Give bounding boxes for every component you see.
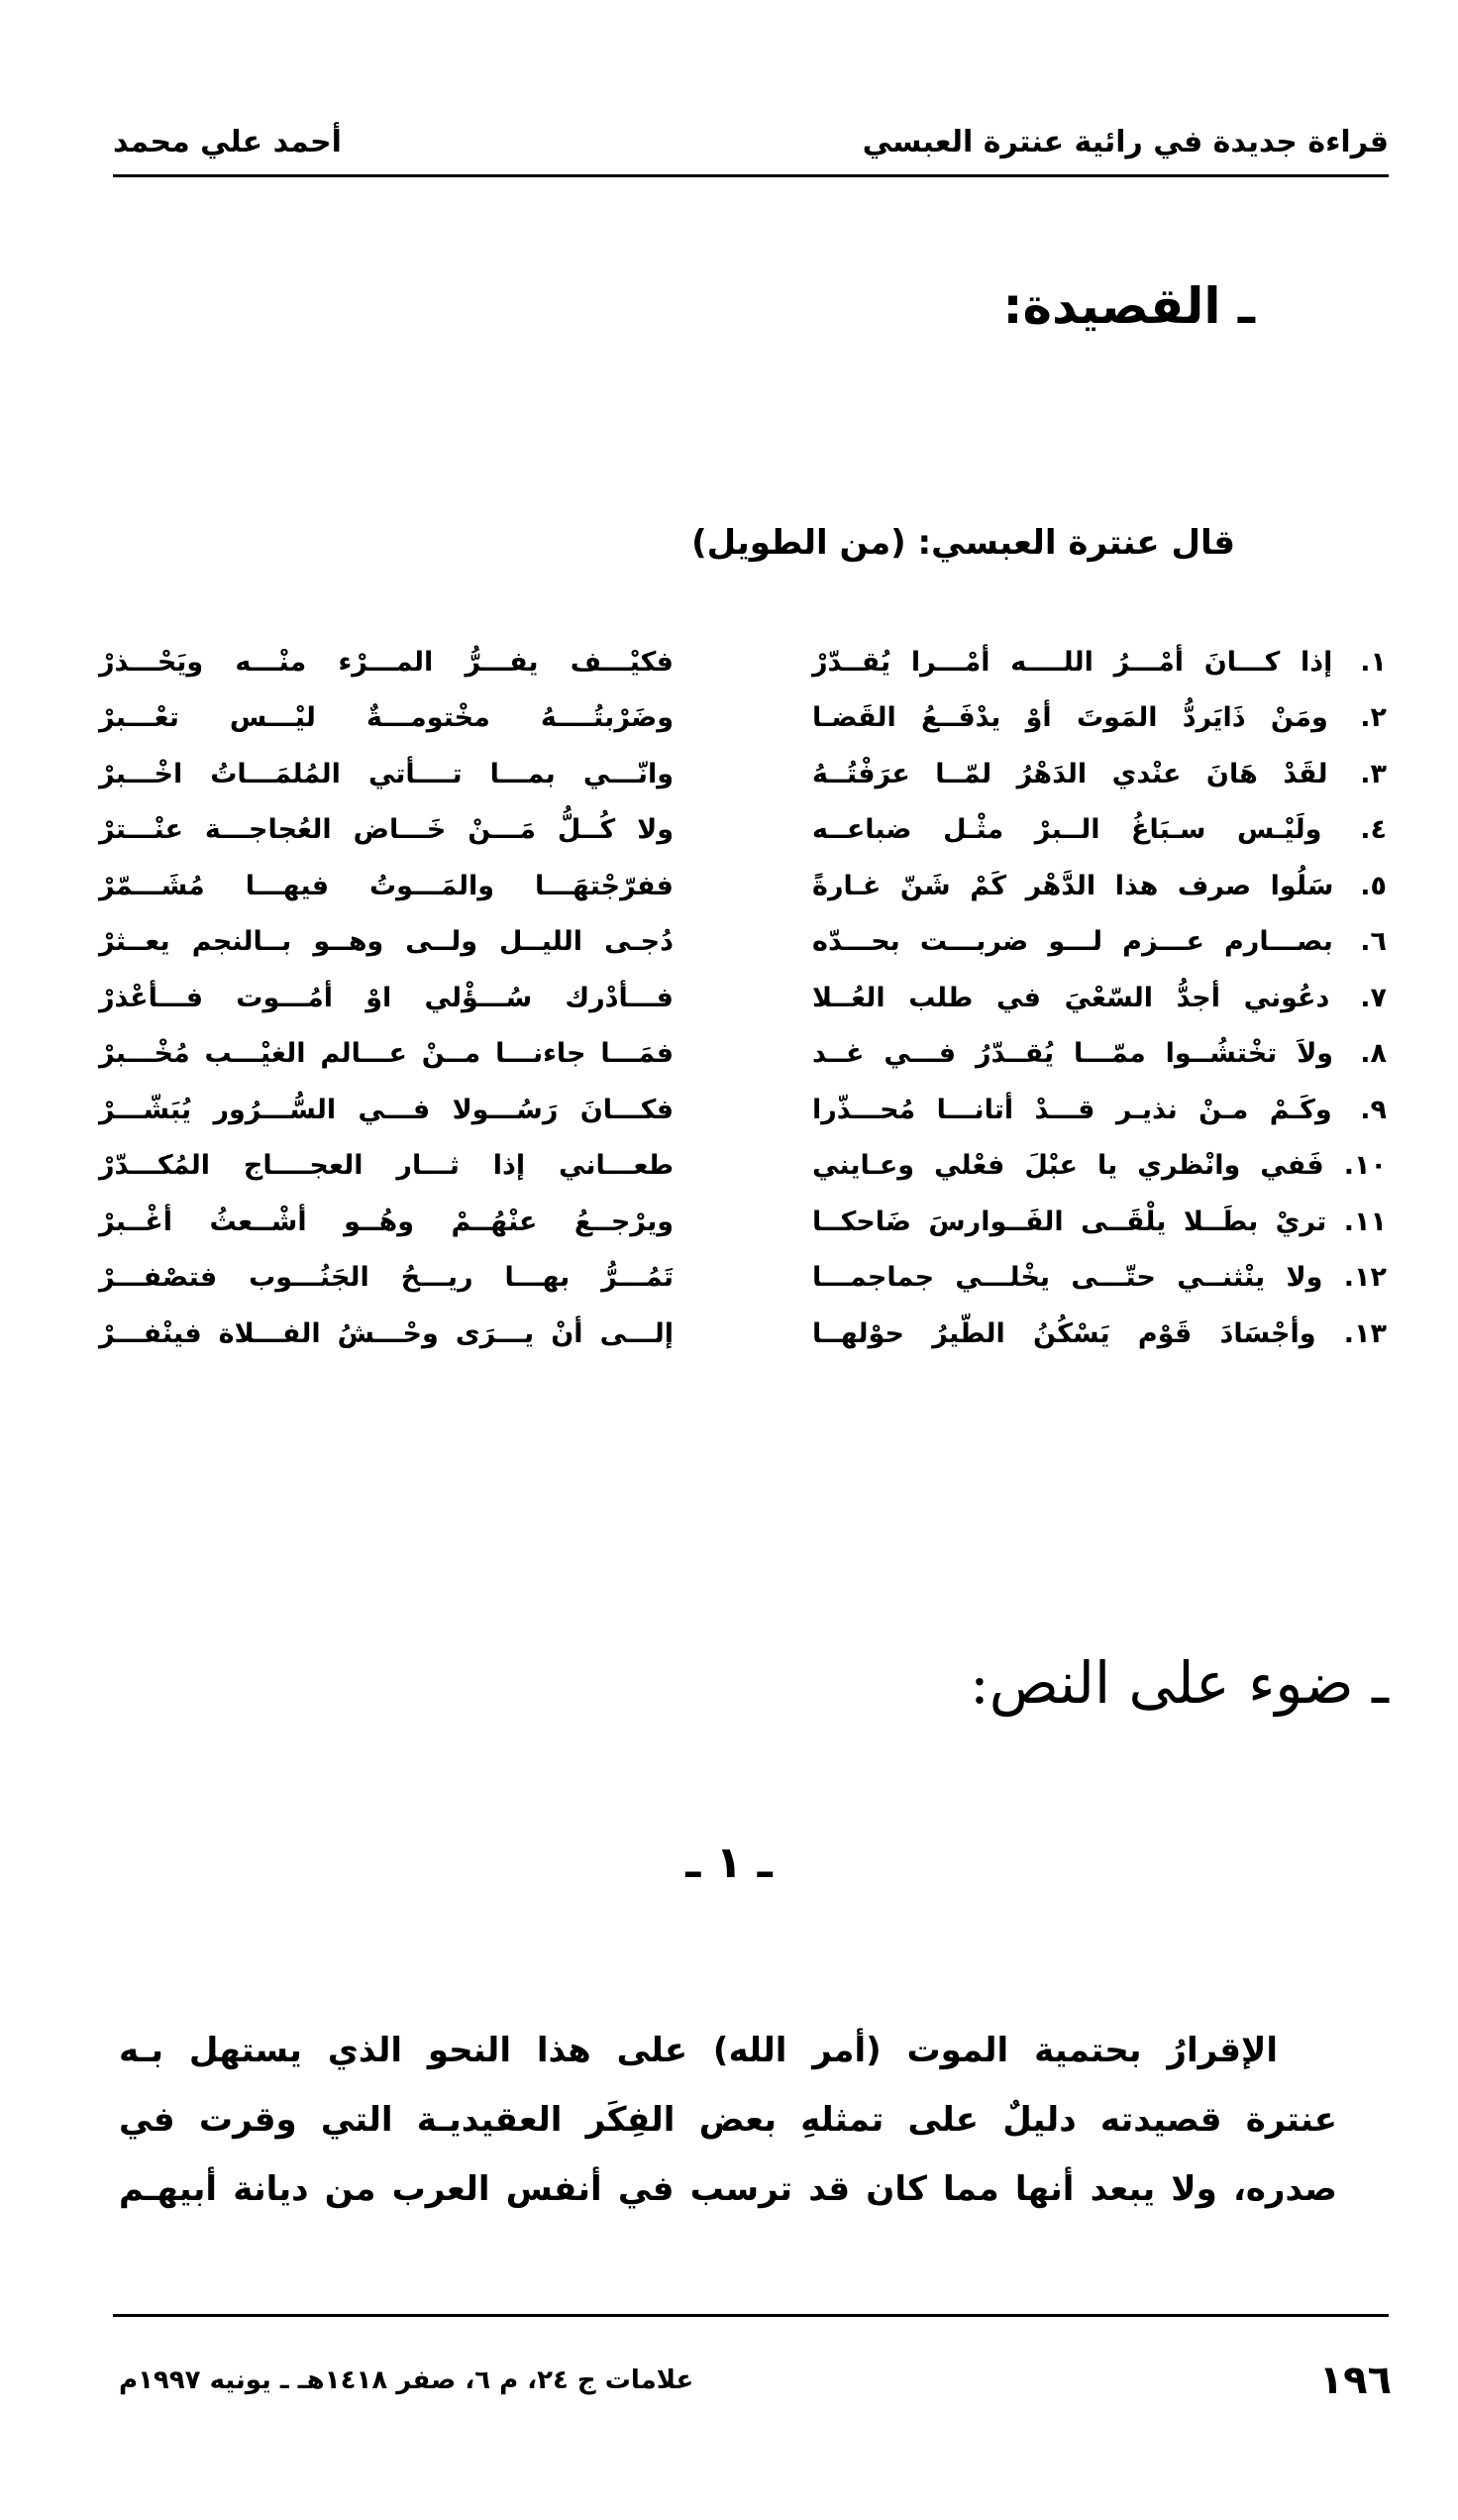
running-header xyxy=(113,117,1389,166)
verse-first-hemistich: ١. إذا كـــانَ أمْـــرُ اللــــه أمْـــرا يُقــدّرْ xyxy=(812,646,1387,678)
author-name: أحمد علي محمد xyxy=(113,124,342,159)
verse-second-hemistich: إلـــى أنْ يـــرَى وحْـــشُ الفـــلاة فينْفـــرْ xyxy=(99,1317,674,1349)
verse xyxy=(99,858,1387,914)
verse-first-hemistich: ١١. تريْ بطَــلا يلْقَــى الفَــوارسَ ضَاحكــا xyxy=(812,1206,1387,1237)
verse-first-hemistich: ٤. ولَيْـس سـبَاغُ الــبرْ مثْـل ضباعــه xyxy=(812,814,1387,846)
verse-second-hemistich: وضَرْبتُــــهُ مخْتومـــةٌ ليْـــس تعْـــبرْ xyxy=(99,702,674,734)
verse-first-hemistich: ١٠. فَفي وانْظري يا عبْلَ فعْلي وعـايني xyxy=(812,1150,1387,1182)
verse-first-hemistich: ١٢. ولا ينْثنــي حتّـــى يخْلـــي جماجمـــا xyxy=(812,1262,1387,1294)
page-number: ١٩٦ xyxy=(1318,2358,1392,2403)
verse xyxy=(99,746,1387,802)
verse-number: ١. xyxy=(1360,646,1387,678)
verse-number: ٢. xyxy=(1360,702,1387,734)
verse xyxy=(99,1026,1387,1083)
verse-first-hemistich: ٢. ومَنْ ذَايَردُّ المَوتَ أوْ يدْفَــعُ القَضـا xyxy=(812,702,1387,734)
verse-second-hemistich: وانّـــي بمـــا تــــأتي المُلمَـــاتُ اخْـــبرْ xyxy=(99,758,674,789)
verse xyxy=(99,1194,1387,1250)
paragraph-line: صدره، ولا يبعد أنها مما كان قد ترسب في أنفس العرب من ديانة أبيهـم xyxy=(119,2169,1337,2209)
verse-number: ١٠. xyxy=(1343,1150,1387,1182)
verse xyxy=(99,1138,1387,1195)
paragraph-line: الإقرارُ بحتمية الموت (أمر الله) على هذا النحو الذي يستهل بـه xyxy=(119,2031,1278,2070)
article-title: قراءة جديدة في رائية عنترة العبسي xyxy=(862,124,1389,159)
paragraph-line: عنترة قصيدته دليلٌ على تمثلهِ بعض الفِكَر العقيديـة التي وقرت في xyxy=(119,2100,1337,2140)
subsection-marker: ـ ١ ـ xyxy=(685,1838,773,1888)
verse xyxy=(99,970,1387,1026)
verse-second-hemistich: فكيْـــف يفـــرُّ المـــرْء منْـــه ويَحْـــذرْ xyxy=(99,646,674,678)
verse-first-hemistich: ٥. سَلُوا صرف هذا الدَّهْر كَمْ شَنّ غـارةً xyxy=(812,870,1387,901)
verse-number: ١٢. xyxy=(1343,1262,1387,1294)
verse xyxy=(99,1250,1387,1307)
footer-divider xyxy=(113,2314,1389,2317)
poem-verses xyxy=(99,634,1387,1362)
header-divider xyxy=(113,174,1389,177)
verse xyxy=(99,914,1387,971)
verse-second-hemistich: فـــأدْرك سُـــؤْلي اوْ أمُـــوت فـــأعْذرْ xyxy=(99,982,674,1013)
verse-second-hemistich: ويرْجــعُ عنْهُــمْ وهُــو أشْــعثُ أغْــبرْ xyxy=(99,1206,674,1237)
verse-number: ٧. xyxy=(1360,982,1387,1013)
verse-first-hemistich: ١٣. وأجْسَادَ قَوْم يَسْكُنُ الطّيرُ حوْلهــا xyxy=(812,1317,1387,1349)
verse-first-hemistich: ٣. لقَدْ هَانَ عنْدي الدَهْرُ لمّــا عرَفْتُــهُ xyxy=(812,758,1387,789)
poem-intro: قال عنترة العبسي: (من الطويل) xyxy=(691,523,1235,563)
section-heading-commentary: ـ ضوء على النص: xyxy=(970,1649,1389,1717)
verse-number: ١٣. xyxy=(1343,1317,1387,1349)
page-footer xyxy=(119,2358,1392,2403)
verse-number: ٤. xyxy=(1360,814,1387,846)
verse xyxy=(99,1306,1387,1362)
verse-second-hemistich: تَمُـــرُّ بهـــا ريـــحُ الجَنُـــوب فتصْفـــرْ xyxy=(99,1262,674,1294)
verse-first-hemistich: ٧. دعُوني أجدُّ السّعْيَ في طلب العُــلا xyxy=(812,982,1387,1013)
verse-first-hemistich: ٦. بصـــارم عـــزم لـــو ضربـــت بحـــدّه xyxy=(812,926,1387,958)
verse-first-hemistich: ٩. وكَـمْ مـنْ نذيـر قـــدْ أتانـــا مُحـــذّرا xyxy=(812,1094,1387,1125)
verse-second-hemistich: فكـــانَ رَسُـــولا فـــي السُّـــرُور يُبَشّـــرْ xyxy=(99,1094,674,1125)
verse-number: ٦. xyxy=(1360,926,1387,958)
verse xyxy=(99,690,1387,747)
verse xyxy=(99,802,1387,859)
section-heading-poem: ـ القصيدة: xyxy=(1002,277,1255,335)
verse-first-hemistich: ٨. ولاَ تخْتشُــوا ممّـــا يُقــدّرُ فـــي غــد xyxy=(812,1038,1388,1070)
verse-second-hemistich: ففرّجْتهَـــا والمَـــوتُ فيهـــا مُشَـــمّرْ xyxy=(99,870,674,901)
verse xyxy=(99,634,1387,690)
verse-number: ٩. xyxy=(1360,1094,1387,1125)
verse-second-hemistich: دُجـى الليــل ولــى وهــو بــالنجم يعــثرْ xyxy=(99,926,674,958)
verse-number: ٨. xyxy=(1360,1038,1388,1070)
journal-citation: علامات ج ٢٤، م ٦، صفر ١٤١٨هـ ـ يونيه ١٩٩٧م xyxy=(119,2365,694,2395)
verse-number: ١١. xyxy=(1343,1206,1387,1237)
verse-number: ٣. xyxy=(1360,758,1387,789)
verse-second-hemistich: طعـــاني إذا ثـــار العجــــاج المُكـــدّرْ xyxy=(99,1150,674,1182)
body-paragraph xyxy=(119,2016,1397,2224)
verse xyxy=(99,1082,1387,1138)
verse-second-hemistich: ولا كُــلُّ مَـــنْ خَـــاض العُجاجـــة عنْـــترْ xyxy=(99,814,674,846)
verse-number: ٥. xyxy=(1360,870,1387,901)
verse-second-hemistich: فمَـــا جاءنـــا مــنْ عـــالم الغيْـــب مُخْـــبرْ xyxy=(99,1038,674,1070)
